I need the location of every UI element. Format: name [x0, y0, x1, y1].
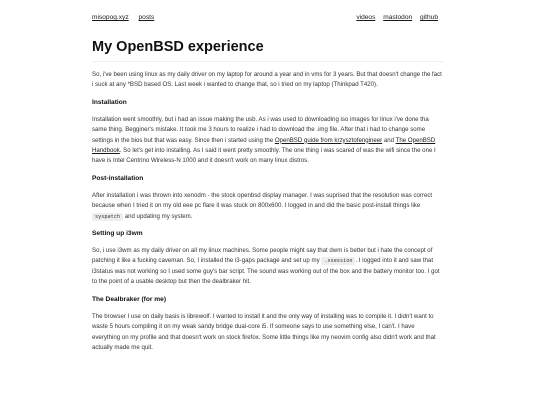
installation-text-1: Installation went smoothly, but i had an issue making the usb. As i was used to downloading iso images for linux i've done tha same thing. Begginer's mistake. It took me 3 hours to realize i had to download the .img file. After that i had to change some settings in the bios but that was easy. Since then i started using the — [92, 115, 429, 144]
dealbraker-heading: The Dealbraker (for me) — [92, 295, 167, 303]
i3wm-text-2: . I logged into it and saw that i3status was not working so I used some guy's bar script. The sound was working out of the box and the battery monitor too. I got to the point of a usable desktop but then the dealbraker hit. — [92, 257, 440, 286]
post-installation-paragraph — [92, 191, 444, 222]
openbsd-guide-link[interactable]: OpenBSD guide from krzysztofengineer — [274, 136, 383, 144]
installation-heading: Installation — [92, 98, 127, 106]
page-title: My OpenBSD experience — [92, 38, 444, 62]
nav-right — [350, 12, 438, 24]
site-home-link[interactable]: misopog.xyz — [92, 14, 129, 21]
videos-link[interactable]: videos — [356, 14, 376, 21]
nav-left — [92, 12, 162, 24]
xsession-code: .xsession — [321, 257, 355, 265]
syspatch-code: syspatch — [92, 213, 123, 221]
openbsd-handbook-link[interactable]: The OpenBSD Handbook — [92, 136, 436, 155]
i3wm-text-1: So, i use i3wm as my daily driver on all my linux machines. Some people might say that dwm is better but i hate the concept of patching it like a fucking caveman. So, I installed the i3-gaps package and set up my — [92, 247, 433, 265]
intro-paragraph: So, i've been using linux as my daily driver on my laptop for around a year and in vms for 3 years. But that doesn't change the fact i suck at any *BSD based OS. Last week i wanted to change that, so i tried on my laptop (Thinkpad T420). — [92, 71, 442, 89]
post-install-text-2: and updating my system. — [123, 212, 193, 220]
installation-paragraph — [92, 115, 444, 167]
i3wm-paragraph — [92, 246, 444, 288]
dealbraker-paragraph: The browser I use on daily basis is librewolf. I wanted to install it and the only way of installing was to compile it. I didn't want to waste 5 hours compiling it on my weak sandy bridge dual-core i5. If someone says to use something else, I can't. I have everything on my profile and that doesn't work on stock firefox. Some little things like my neovim config also didn't work and that actually made me quit. — [92, 312, 436, 351]
mastodon-link[interactable]: mastodon — [383, 14, 413, 21]
installation-text-3: . So let's get into installing. As I said it went pretty smoothly. The one thing i was scared of was the wifi since the one I have is Intel Centrino Wireless-N 1000 and it doesn't work on many linux distros. — [92, 147, 436, 165]
github-link[interactable]: github — [420, 14, 438, 21]
post-install-text-1: After installation i was thrown into xenodm - the stock openbsd display manager. I was suprised that the resolution was correct because when I tried it on my old eee pc flare it was stuck on 800x600. I logged in and did the basic post-install things like — [92, 191, 433, 210]
top-nav — [92, 12, 438, 24]
installation-text-2: and — [382, 136, 396, 144]
posts-link[interactable]: posts — [138, 14, 155, 21]
post-installation-heading: Post-installation — [92, 174, 144, 182]
article — [92, 38, 444, 360]
i3wm-heading: Setting up i3wm — [92, 230, 143, 238]
